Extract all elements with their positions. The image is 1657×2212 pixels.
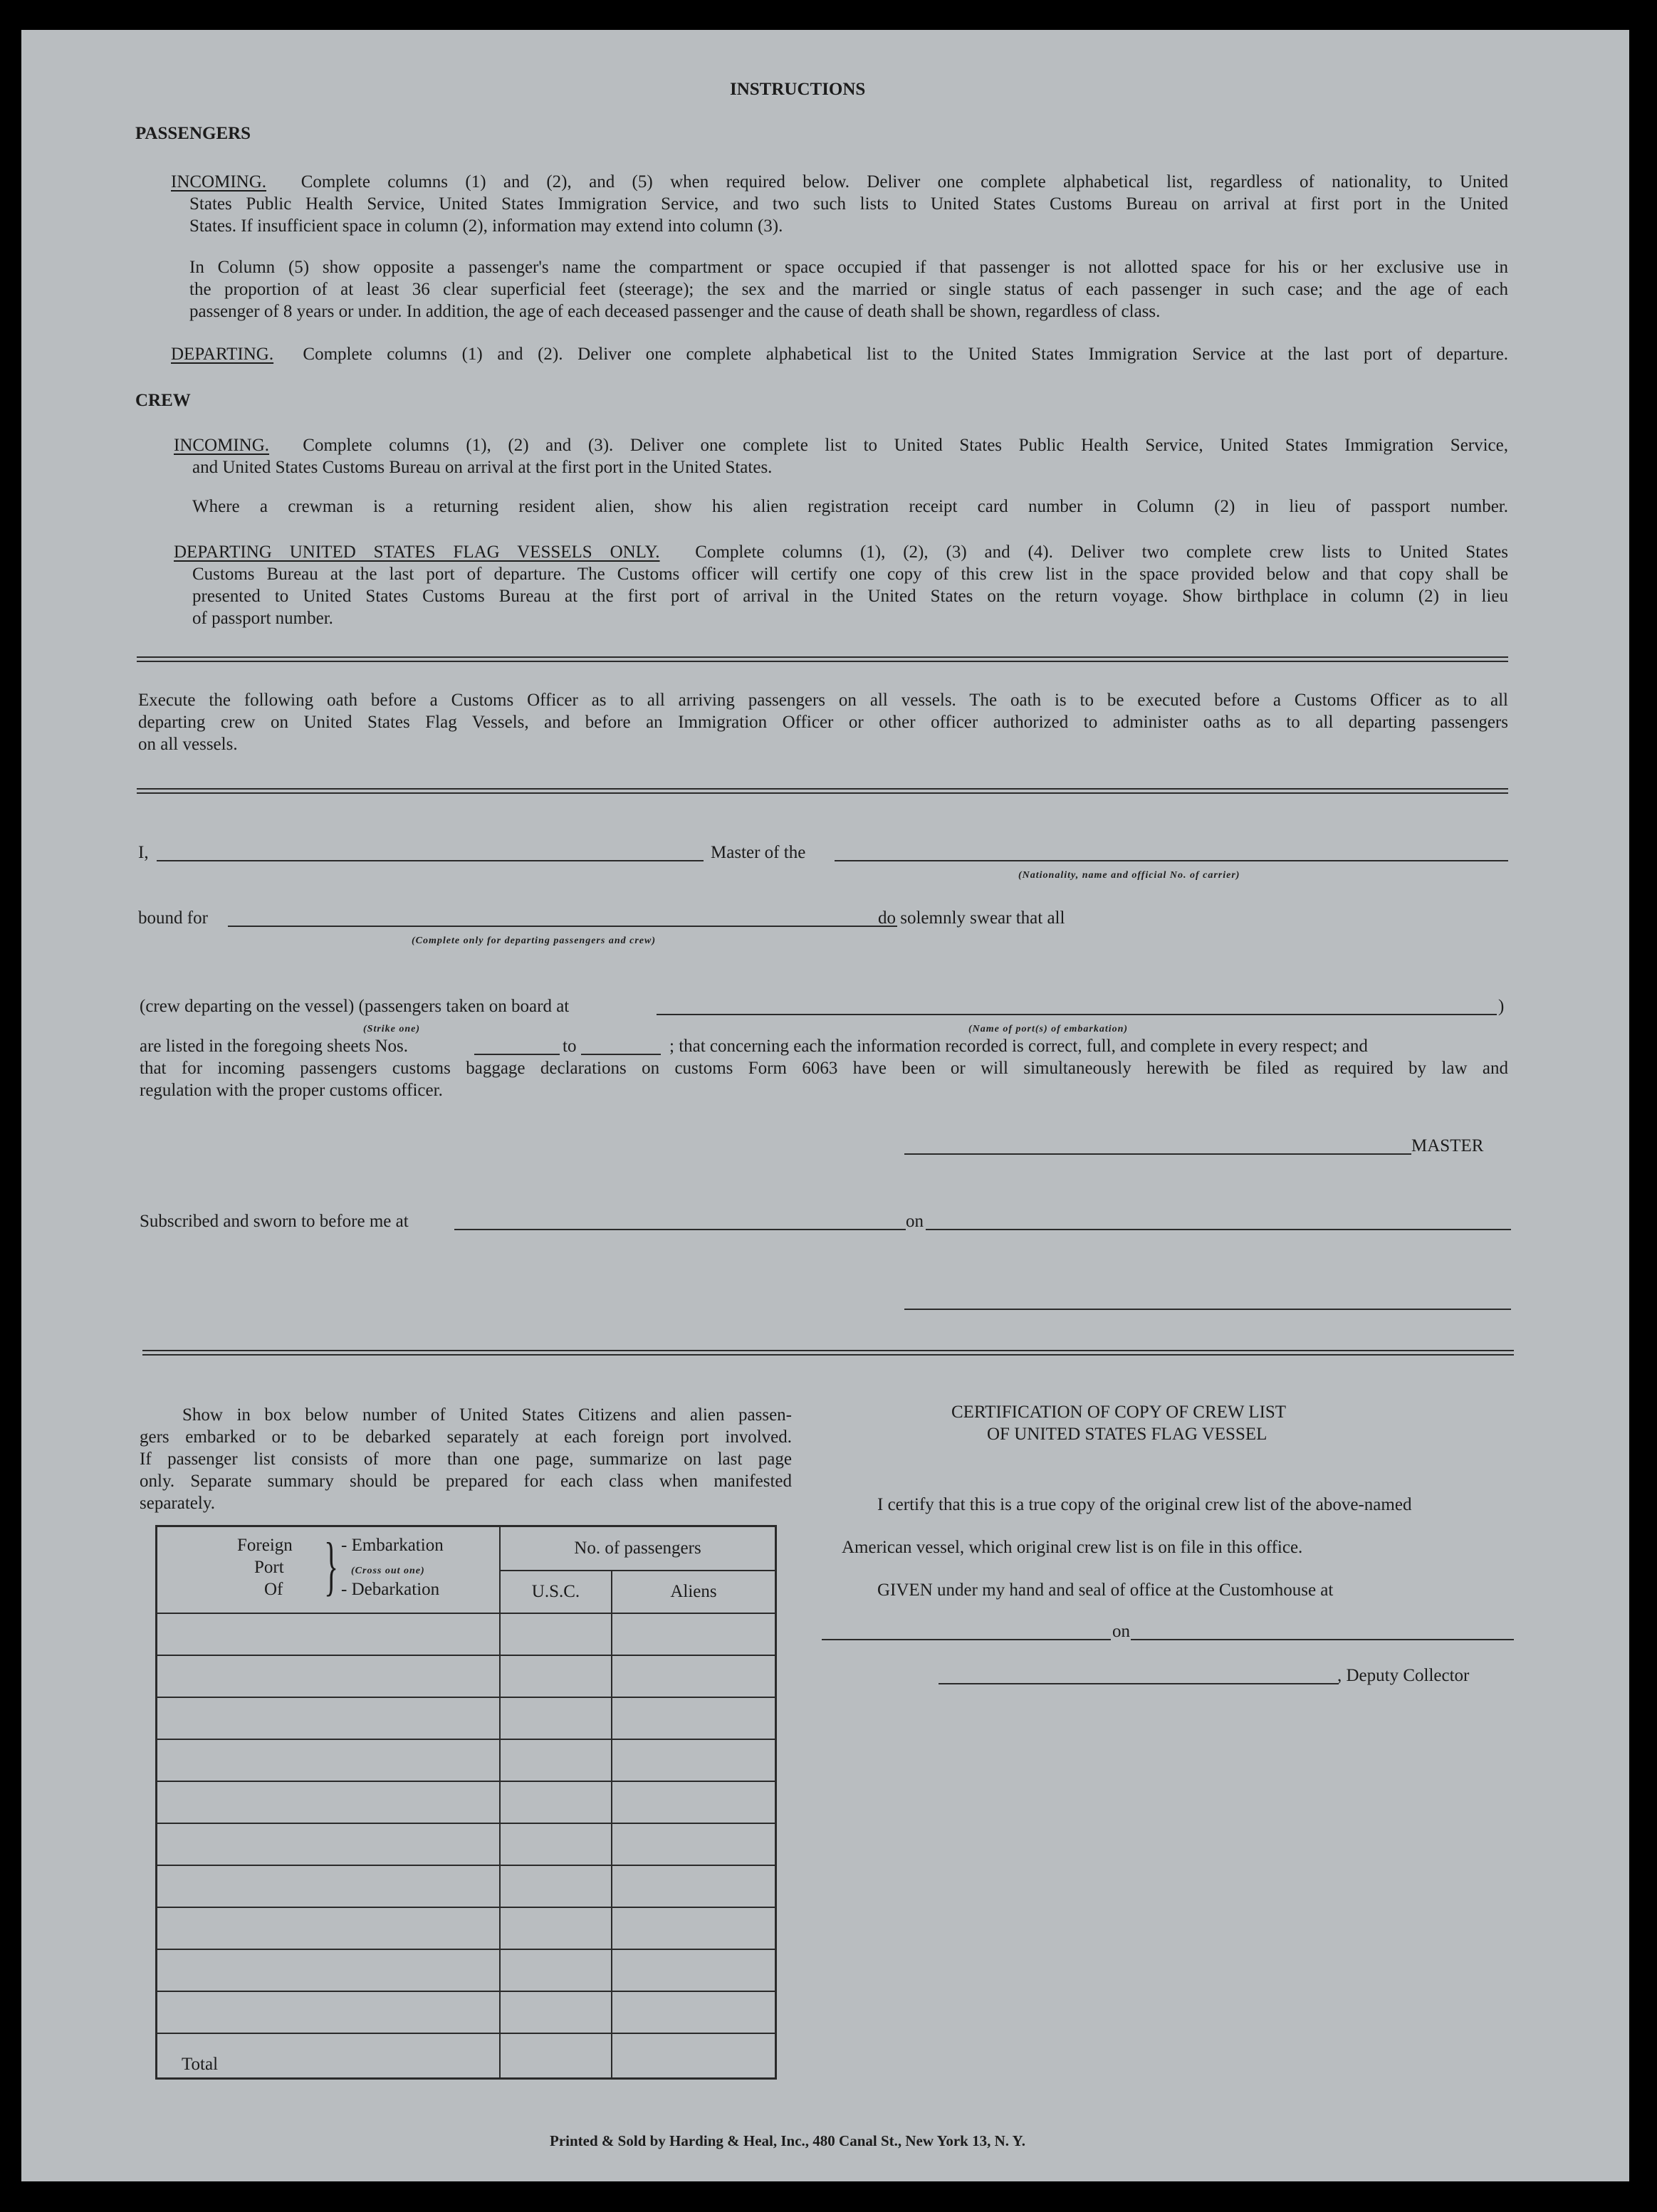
usc-cell[interactable] [500, 1949, 612, 1991]
master-label: MASTER [1411, 1136, 1484, 1155]
carrier-field[interactable] [835, 860, 1508, 861]
swear-text: do solemnly swear that all [878, 908, 1065, 928]
crew-departing-line-1 [174, 541, 1508, 563]
sworn-date-field[interactable] [926, 1229, 1511, 1230]
divider-3 [142, 1350, 1514, 1356]
passengers-incoming-label: INCOMING. [171, 172, 267, 192]
usc-cell[interactable] [500, 1907, 612, 1949]
crew-departing-line-3: presented to United States Customs Bureau at the first port of arrival in the United States on the return voyage. Show birthplace in column (2) in lieu [192, 587, 1508, 606]
column5-line-3: passenger of 8 years or under. In addition, the age of each deceased passenger and the cause of death shall be shown, regardless of class. [189, 302, 1161, 321]
passenger-summary-table [155, 1525, 777, 2080]
oath-line-3: regulation with the proper customs officer. [140, 1081, 443, 1100]
port-header-cell [157, 1526, 501, 1614]
given-text: GIVEN under my hand and seal of office at the Customhouse at [877, 1581, 1334, 1600]
oath-line-2: that for incoming passengers customs baggage declarations on customs Form 6063 have been or will simultaneously herewith be filed as required by law and [140, 1059, 1508, 1078]
crew-incoming-text: Complete columns (1), (2) and (3). Deliver one complete list to United States Public Health Service, United States Immigration Service, [303, 436, 1509, 455]
aliens-total-cell[interactable] [612, 2033, 776, 2079]
summary-intro-line-4: only. Separate summary should be prepared for each class when manifested [140, 1472, 792, 1491]
customhouse-field[interactable] [822, 1639, 1111, 1640]
crew-incoming-paragraph [174, 434, 1508, 478]
bound-for-label: bound for [138, 908, 208, 928]
deputy-collector-label: , Deputy Collector [1337, 1666, 1470, 1685]
aliens-cell[interactable] [612, 1655, 776, 1697]
oath-intro-line-1: Execute the following oath before a Customs Officer as to all arriving passengers on all vessels. The oath is to be executed before a Customs Officer as to all [138, 691, 1508, 710]
divider-1 [137, 656, 1508, 662]
embarkation-label: - Embarkation [341, 1536, 444, 1555]
aliens-cell[interactable] [612, 1907, 776, 1949]
aliens-cell[interactable] [612, 1949, 776, 1991]
usc-cell[interactable] [500, 1991, 612, 2033]
aliens-cell[interactable] [612, 1991, 776, 2033]
carrier-note: (Nationality, name and official No. of carrier) [1018, 870, 1240, 881]
usc-cell[interactable] [500, 1865, 612, 1907]
usc-cell[interactable] [500, 1781, 612, 1823]
crew-departing-text: Complete columns (1), (2), (3) and (4). Deliver two complete crew lists to United States [695, 542, 1509, 562]
table-row [157, 1823, 776, 1865]
table-row [157, 1781, 776, 1823]
master-of-label: Master of the [711, 843, 806, 862]
port-cell[interactable] [157, 1781, 501, 1823]
crew-departing-text: (crew departing on the vessel) (passengers taken on board at [140, 997, 570, 1016]
summary-intro-line-2: gers embarked or to be debarked separately at each foreign port involved. [140, 1427, 792, 1447]
summary-intro-paragraph [140, 1404, 792, 1514]
crew-departing-line-4: of passport number. [192, 609, 333, 628]
certification-title-1: CERTIFICATION OF COPY OF CREW LIST [951, 1403, 1287, 1422]
departing-note: (Complete only for departing passengers and crew) [412, 935, 656, 946]
passengers-departing-label: DEPARTING. [171, 345, 274, 364]
aliens-cell[interactable] [612, 1739, 776, 1781]
summary-intro-line-5: separately. [140, 1494, 215, 1513]
officer-signature-field[interactable] [904, 1309, 1511, 1310]
sworn-on-label: on [906, 1212, 924, 1231]
port-label: Port [254, 1558, 284, 1577]
crew-incoming-line-2: and United States Customs Bureau on arrival at the first port in the United States. [192, 458, 773, 477]
crew-incoming-line-1 [174, 434, 1508, 456]
deputy-signature-field[interactable] [939, 1683, 1339, 1684]
column5-paragraph [189, 256, 1508, 323]
port-cell[interactable] [157, 1949, 501, 1991]
total-row [157, 2033, 776, 2079]
embarkation-port-field[interactable] [657, 1014, 1497, 1015]
certification-date-field[interactable] [1131, 1639, 1514, 1640]
port-cell[interactable] [157, 1613, 501, 1655]
aliens-cell[interactable] [612, 1865, 776, 1907]
passengers-heading: PASSENGERS [135, 124, 251, 143]
port-cell[interactable] [157, 1865, 501, 1907]
port-cell[interactable] [157, 1991, 501, 2033]
table-row [157, 1613, 776, 1655]
brace-icon: } [324, 1529, 339, 1602]
oath-continuation [140, 1057, 1508, 1101]
crew-alien-paragraph [192, 496, 1508, 518]
passengers-departing-line [171, 343, 1508, 365]
listed-text-b: ; that concerning each the information recorded is correct, full, and complete in every respect; and [669, 1037, 1368, 1056]
oath-intro-line-2: departing crew on United States Flag Vessels, and before an Immigration Officer or other officer authorized to administer oaths as to all departing passengers [138, 713, 1508, 732]
usc-header: U.S.C. [500, 1571, 612, 1613]
aliens-cell[interactable] [612, 1823, 776, 1865]
summary-intro-line-1: Show in box below number of United States Citizens and alien passen- [182, 1405, 792, 1425]
ports-note: (Name of port(s) of embarkation) [968, 1024, 1129, 1034]
usc-cell[interactable] [500, 1613, 612, 1655]
aliens-cell[interactable] [612, 1781, 776, 1823]
aliens-cell[interactable] [612, 1697, 776, 1739]
usc-cell[interactable] [500, 1655, 612, 1697]
port-cell[interactable] [157, 1655, 501, 1697]
port-cell[interactable] [157, 1823, 501, 1865]
table-row [157, 1865, 776, 1907]
usc-cell[interactable] [500, 1823, 612, 1865]
usc-cell[interactable] [500, 1697, 612, 1739]
usc-total-cell[interactable] [500, 2033, 612, 2079]
passengers-departing-text: Complete columns (1) and (2). Deliver one complete alphabetical list to the United States Immigration Service at the last port of departure. [303, 345, 1509, 364]
foreign-label: Foreign [237, 1536, 293, 1555]
crew-alien-line: Where a crewman is a returning resident alien, show his alien registration receipt card number in Column (2) in lieu of passport number. [192, 497, 1508, 516]
port-cell[interactable] [157, 1739, 501, 1781]
table-row [157, 1907, 776, 1949]
oath-intro-paragraph [138, 689, 1508, 755]
port-cell[interactable] [157, 1697, 501, 1739]
certify-line-1: I certify that this is a true copy of the original crew list of the above-named [877, 1495, 1412, 1514]
column5-line-2: the proportion of at least 36 clear superficial feet (steerage); the sex and the married or single status of each passenger in such case; and the age of each [189, 280, 1508, 299]
cross-out-note: (Cross out one) [351, 1566, 425, 1576]
page-title: INSTRUCTIONS [730, 80, 866, 99]
bound-for-field[interactable] [228, 926, 897, 927]
table-row [157, 1949, 776, 1991]
close-paren: ) [1498, 997, 1505, 1016]
table-row [157, 1697, 776, 1739]
debarkation-label: - Debarkation [341, 1580, 440, 1599]
passengers-departing-paragraph [171, 343, 1508, 365]
aliens-header: Aliens [612, 1571, 776, 1613]
sheet-to-field[interactable] [581, 1054, 661, 1055]
master-name-field[interactable] [157, 860, 704, 861]
sheet-from-field[interactable] [474, 1054, 560, 1055]
column5-line-1: In Column (5) show opposite a passenger's name the compartment or space occupied if that passenger is not allotted space for his or her exclusive use in [189, 258, 1508, 277]
passengers-incoming-line-3: States. If insufficient space in column (2), information may extend into column (3). [189, 216, 783, 236]
divider-2 [137, 788, 1508, 794]
listed-to-label: to [563, 1037, 577, 1056]
crew-heading: CREW [135, 391, 191, 410]
form-page [21, 30, 1629, 2181]
passengers-incoming-paragraph [171, 171, 1508, 237]
crew-departing-label: DEPARTING UNITED STATES FLAG VESSELS ONLY. [174, 542, 660, 562]
of-label: Of [264, 1580, 283, 1599]
sworn-place-field[interactable] [454, 1229, 906, 1230]
passengers-incoming-line-1 [171, 171, 1508, 193]
master-signature-field[interactable] [904, 1153, 1411, 1155]
crew-incoming-label: INCOMING. [174, 436, 270, 455]
listed-text-a: are listed in the foregoing sheets Nos. [140, 1037, 408, 1056]
crew-departing-line-2: Customs Bureau at the last port of departure. The Customs officer will certify one copy of this crew list in the space provided below and that copy shall be [192, 565, 1508, 584]
total-label: Total [157, 2033, 501, 2079]
passengers-incoming-text: Complete columns (1) and (2), and (5) when required below. Deliver one complete alphabetical list, regardless of nationality, to United [300, 172, 1508, 192]
subscribed-label: Subscribed and sworn to before me at [140, 1212, 409, 1231]
usc-cell[interactable] [500, 1739, 612, 1781]
passengers-incoming-line-2: States Public Health Service, United States Immigration Service, and two such lists to United States Customs Bureau on arrival at first port in the United [189, 194, 1508, 214]
certification-title-2: OF UNITED STATES FLAG VESSEL [987, 1425, 1267, 1444]
oath-i-label: I, [138, 843, 149, 862]
table-row [157, 1991, 776, 2033]
aliens-cell[interactable] [612, 1613, 776, 1655]
summary-intro-line-3: If passenger list consists of more than one page, summarize on last page [140, 1450, 792, 1469]
no-passengers-header: No. of passengers [500, 1526, 776, 1571]
table-row [157, 1739, 776, 1781]
strike-one-note: (Strike one) [363, 1024, 421, 1034]
certify-line-2: American vessel, which original crew list is on file in this office. [842, 1538, 1303, 1557]
printer-footer: Printed & Sold by Harding & Heal, Inc., 480 Canal St., New York 13, N. Y. [550, 2132, 1025, 2149]
certification-on-label: on [1112, 1622, 1130, 1641]
table-row [157, 1655, 776, 1697]
crew-departing-paragraph [174, 541, 1508, 629]
oath-intro-line-3: on all vessels. [138, 735, 238, 754]
port-cell[interactable] [157, 1907, 501, 1949]
